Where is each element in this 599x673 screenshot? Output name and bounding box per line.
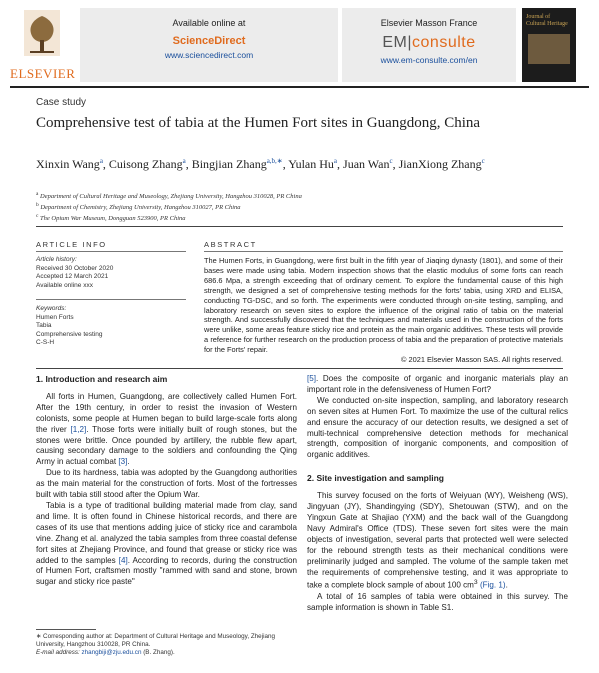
keywords-label: Keywords: bbox=[36, 305, 67, 312]
journal-header bbox=[10, 6, 589, 88]
author-sup: a bbox=[99, 157, 103, 165]
divider bbox=[36, 251, 186, 252]
text-run: All forts in Humen, Guangdong, are collectively called Humen Fort. After the 19th century, in order to resist the invasion of Western colonists, some people at Humen began to build large-scale forts along the river bbox=[36, 391, 297, 434]
history-item: Accepted 12 March 2021 bbox=[36, 273, 109, 280]
email-suffix: (B. Zhang). bbox=[141, 649, 175, 656]
paragraph: Due to its hardness, tabia was adopted by the Guangdong authorities as the main material for the construction of forts. Most of the fortresses built with tabia still stood after the Opium War. bbox=[36, 468, 297, 500]
copyright: © 2021 Elsevier Masson SAS. All rights reserved. bbox=[401, 355, 563, 365]
author-sup: a,b,∗ bbox=[266, 157, 283, 165]
text-run: . bbox=[127, 457, 130, 467]
body-column-right bbox=[307, 374, 568, 614]
em-part: EM bbox=[382, 34, 408, 51]
text-run: . bbox=[505, 581, 508, 591]
sciencedirect-box bbox=[80, 8, 338, 82]
em-consulte-box bbox=[342, 8, 516, 82]
affiliation-item bbox=[36, 190, 556, 201]
affiliation-text: The Opium War Museum, Dongguan 523900, PR China bbox=[40, 215, 186, 223]
available-online-label: Available online at bbox=[172, 18, 246, 28]
elsevier-logo[interactable] bbox=[10, 8, 76, 86]
affiliation-item bbox=[36, 201, 556, 212]
footnote-line: ∗ Corresponding author at: Department of Cultural Heritage and Museology, Zhejiang University, Hangzhou 310028, PR China. bbox=[36, 633, 275, 648]
cover-title-line1: Journal of bbox=[526, 14, 551, 20]
citation-link[interactable]: [5] bbox=[307, 374, 316, 383]
superscript: 3 bbox=[473, 579, 478, 587]
affiliation-sup: c bbox=[36, 213, 39, 220]
paragraph bbox=[307, 374, 568, 396]
elsevier-wordmark: ELSEVIER bbox=[10, 66, 76, 81]
article-type: Case study bbox=[36, 97, 87, 108]
cover-image bbox=[528, 34, 570, 64]
affiliation-item bbox=[36, 212, 556, 223]
citation-link[interactable]: [3] bbox=[118, 457, 128, 467]
sciencedirect-brand[interactable]: ScienceDirect bbox=[172, 35, 246, 47]
paragraph bbox=[36, 392, 297, 468]
corresponding-author-footnote bbox=[36, 633, 298, 657]
affiliation-text: Department of Cultural Heritage and Museology, Zhejiang University, Hangzhou 310028, PR China bbox=[40, 193, 302, 201]
abstract-body bbox=[204, 256, 563, 365]
author-sup: a bbox=[333, 157, 338, 165]
author-name[interactable]: Xinxin Wang bbox=[36, 157, 100, 171]
keyword-item[interactable]: Tabia bbox=[36, 322, 52, 329]
author-list: Xinxin Wang$^a$, Cuisong Zhang$^a$, Bingjian Zhang$^{a,b,∗}$, Yulan Hu$^a$, Juan Wan$^c$, JianXiong Zhang$^c$ bbox=[36, 157, 485, 171]
text-run: . Does the composite of organic and inorganic materials play an important role in the defensiveness of Humen Fort? bbox=[307, 374, 568, 394]
history-item: Available online xxx bbox=[36, 281, 93, 289]
publisher-name: Elsevier Masson France bbox=[380, 18, 478, 28]
affiliations bbox=[36, 190, 556, 223]
paragraph bbox=[307, 491, 568, 592]
author-sup: c bbox=[389, 157, 393, 165]
divider bbox=[36, 299, 186, 300]
author-name[interactable]: JianXiong Zhang bbox=[398, 157, 482, 171]
paragraph bbox=[36, 501, 297, 588]
paragraph: A total of 16 samples of tabia were obtained in this survey. The sample information is shown in Table S1. bbox=[307, 592, 568, 612]
affiliation-text: Department of Chemistry, Zhejiang University, Hangzhou 310027, PR China bbox=[40, 204, 241, 212]
keywords bbox=[36, 305, 186, 348]
affiliation-sup: a bbox=[36, 191, 39, 197]
consulte-part: consulte bbox=[412, 34, 476, 51]
article-title: Comprehensive test of tabia at the Humen Fort sites in Guangdong, China bbox=[36, 115, 481, 131]
text-run: Tabia is a type of traditional building material made from clay, sand and lime. It is often found in Chinese historical records, and there are cases of its use that mentions adding juice of sticky rice and carambola vine. Zhang et al. analyzed the tabia samples from three coastal defense fort sites at Zhejiang Province, and found that grease or sticky rice was added to the samples bbox=[36, 500, 297, 565]
author-name[interactable]: Cuisong Zhang bbox=[108, 157, 183, 171]
footnote-divider bbox=[36, 629, 96, 630]
citation-link[interactable]: [1,2] bbox=[70, 424, 87, 434]
author-sup: a bbox=[182, 157, 186, 165]
em-consulte-url[interactable]: www.em-consulte.com/en bbox=[380, 55, 478, 65]
divider bbox=[36, 226, 563, 227]
history-label: Article history: bbox=[36, 256, 77, 263]
author-sup: c bbox=[481, 157, 485, 165]
divider bbox=[204, 251, 563, 252]
em-consulte-brand[interactable]: EM|consulte bbox=[382, 34, 476, 51]
journal-cover[interactable] bbox=[522, 8, 576, 82]
email-link[interactable]: zhangbiji@zju.edu.cn bbox=[81, 649, 142, 656]
author-name[interactable]: Yulan Hu bbox=[288, 157, 334, 171]
history-item: Received 30 October 2020 bbox=[36, 264, 114, 272]
text-run: . Those forts were initially built of rough stones, but the stones were brittle. Once pounded by artillery, the rubble flew apart, causing secondary damage to the soldiers and confounding the Qing Army in actual combat bbox=[36, 424, 297, 467]
sciencedirect-url[interactable]: www.sciencedirect.com bbox=[164, 50, 254, 60]
paragraph: We conducted on-site inspection, sampling, and laboratory research on seven sites at Humen Fort. To maximize the use of the cultural relics and ensure the accuracy of our detection results, we designed a set of multi-technical comprehensive detection methods for mechanical strength, composition of inorganic components, and composition of organic additives. bbox=[307, 395, 568, 460]
keyword-item[interactable]: Humen Forts bbox=[36, 313, 74, 321]
abstract-heading: ABSTRACT bbox=[204, 240, 257, 249]
abstract-text: The Humen Forts, in Guangdong, were first built in the fifth year of Jiaqing dynasty (1801), and some of their bases were made using tabia. Modern inspection shows that the elastic modulus of some forts can reach 686.6 Mpa, a strength exceeding that of ordinary cement. To explore the fundamental cause of this high strength, we designed a set of comprehensive testing methods for the forts' tabia, using XRD and ELISA, conducting TG-DSC, and so forth. The experiments were conducted through on-site testing, sampling, and laboratory research on seven sites to explore the influence of the original ratio of tabia on the material strength. And successfully discovered that the techniques and materials used in the construction of the forts were unlike, some areas feature sticky rice and protein as the main organic additives. These tests will provide a reference for further research on the production process of tabia and the preparation of protective materials for the Forts' repair. bbox=[204, 256, 563, 355]
keyword-item[interactable]: C-S-H bbox=[36, 339, 55, 346]
cover-title bbox=[526, 14, 568, 28]
author-name[interactable]: Bingjian Zhang bbox=[191, 157, 267, 171]
section-heading: 2. Site investigation and sampling bbox=[307, 473, 444, 484]
article-info-heading: ARTICLE INFO bbox=[36, 240, 107, 249]
affiliation-sup: b bbox=[36, 202, 39, 209]
figure-link[interactable]: (Fig. 1) bbox=[479, 581, 506, 591]
tree-icon bbox=[24, 10, 60, 56]
spacer bbox=[307, 461, 568, 473]
cover-title-line2: Cultural Heritage bbox=[526, 21, 568, 27]
text-run: . According to records, during the construction of Humen Fort, craftsmen mostly "rammed with sand and stone, brown sugar and sticky rice paste" bbox=[36, 555, 297, 587]
keyword-item[interactable]: Comprehensive testing bbox=[36, 330, 103, 338]
article-history bbox=[36, 256, 186, 290]
footnote-email-line bbox=[36, 649, 298, 657]
citation-link[interactable]: [4] bbox=[118, 555, 128, 565]
text-run: This survey focused on the forts of Weiyuan (WY), Weisheng (WS), Jingyuan (JY), Shandingying (SDY), Shetouwan (STW), and on the Yingxun Gate at Shajiao (YXM) and the back wall of the Guangdong Navy Admiral's Office (TDS). These seven fort sites were the main objects of investigation, several parts that protected well were selected for the rebound strength tests as their mechanical conditions were preliminarily judged and sampled. The volume of the sample taken met the requirements of comprehensive testing, and it was appropriate to take a complete block sample of about 100 cm bbox=[307, 491, 568, 591]
section-heading: 1. Introduction and research aim bbox=[36, 374, 168, 384]
divider bbox=[36, 368, 563, 369]
email-label: E-mail address: bbox=[36, 649, 82, 656]
author-name[interactable]: Juan Wan bbox=[343, 157, 390, 171]
body-column-left bbox=[36, 374, 297, 588]
